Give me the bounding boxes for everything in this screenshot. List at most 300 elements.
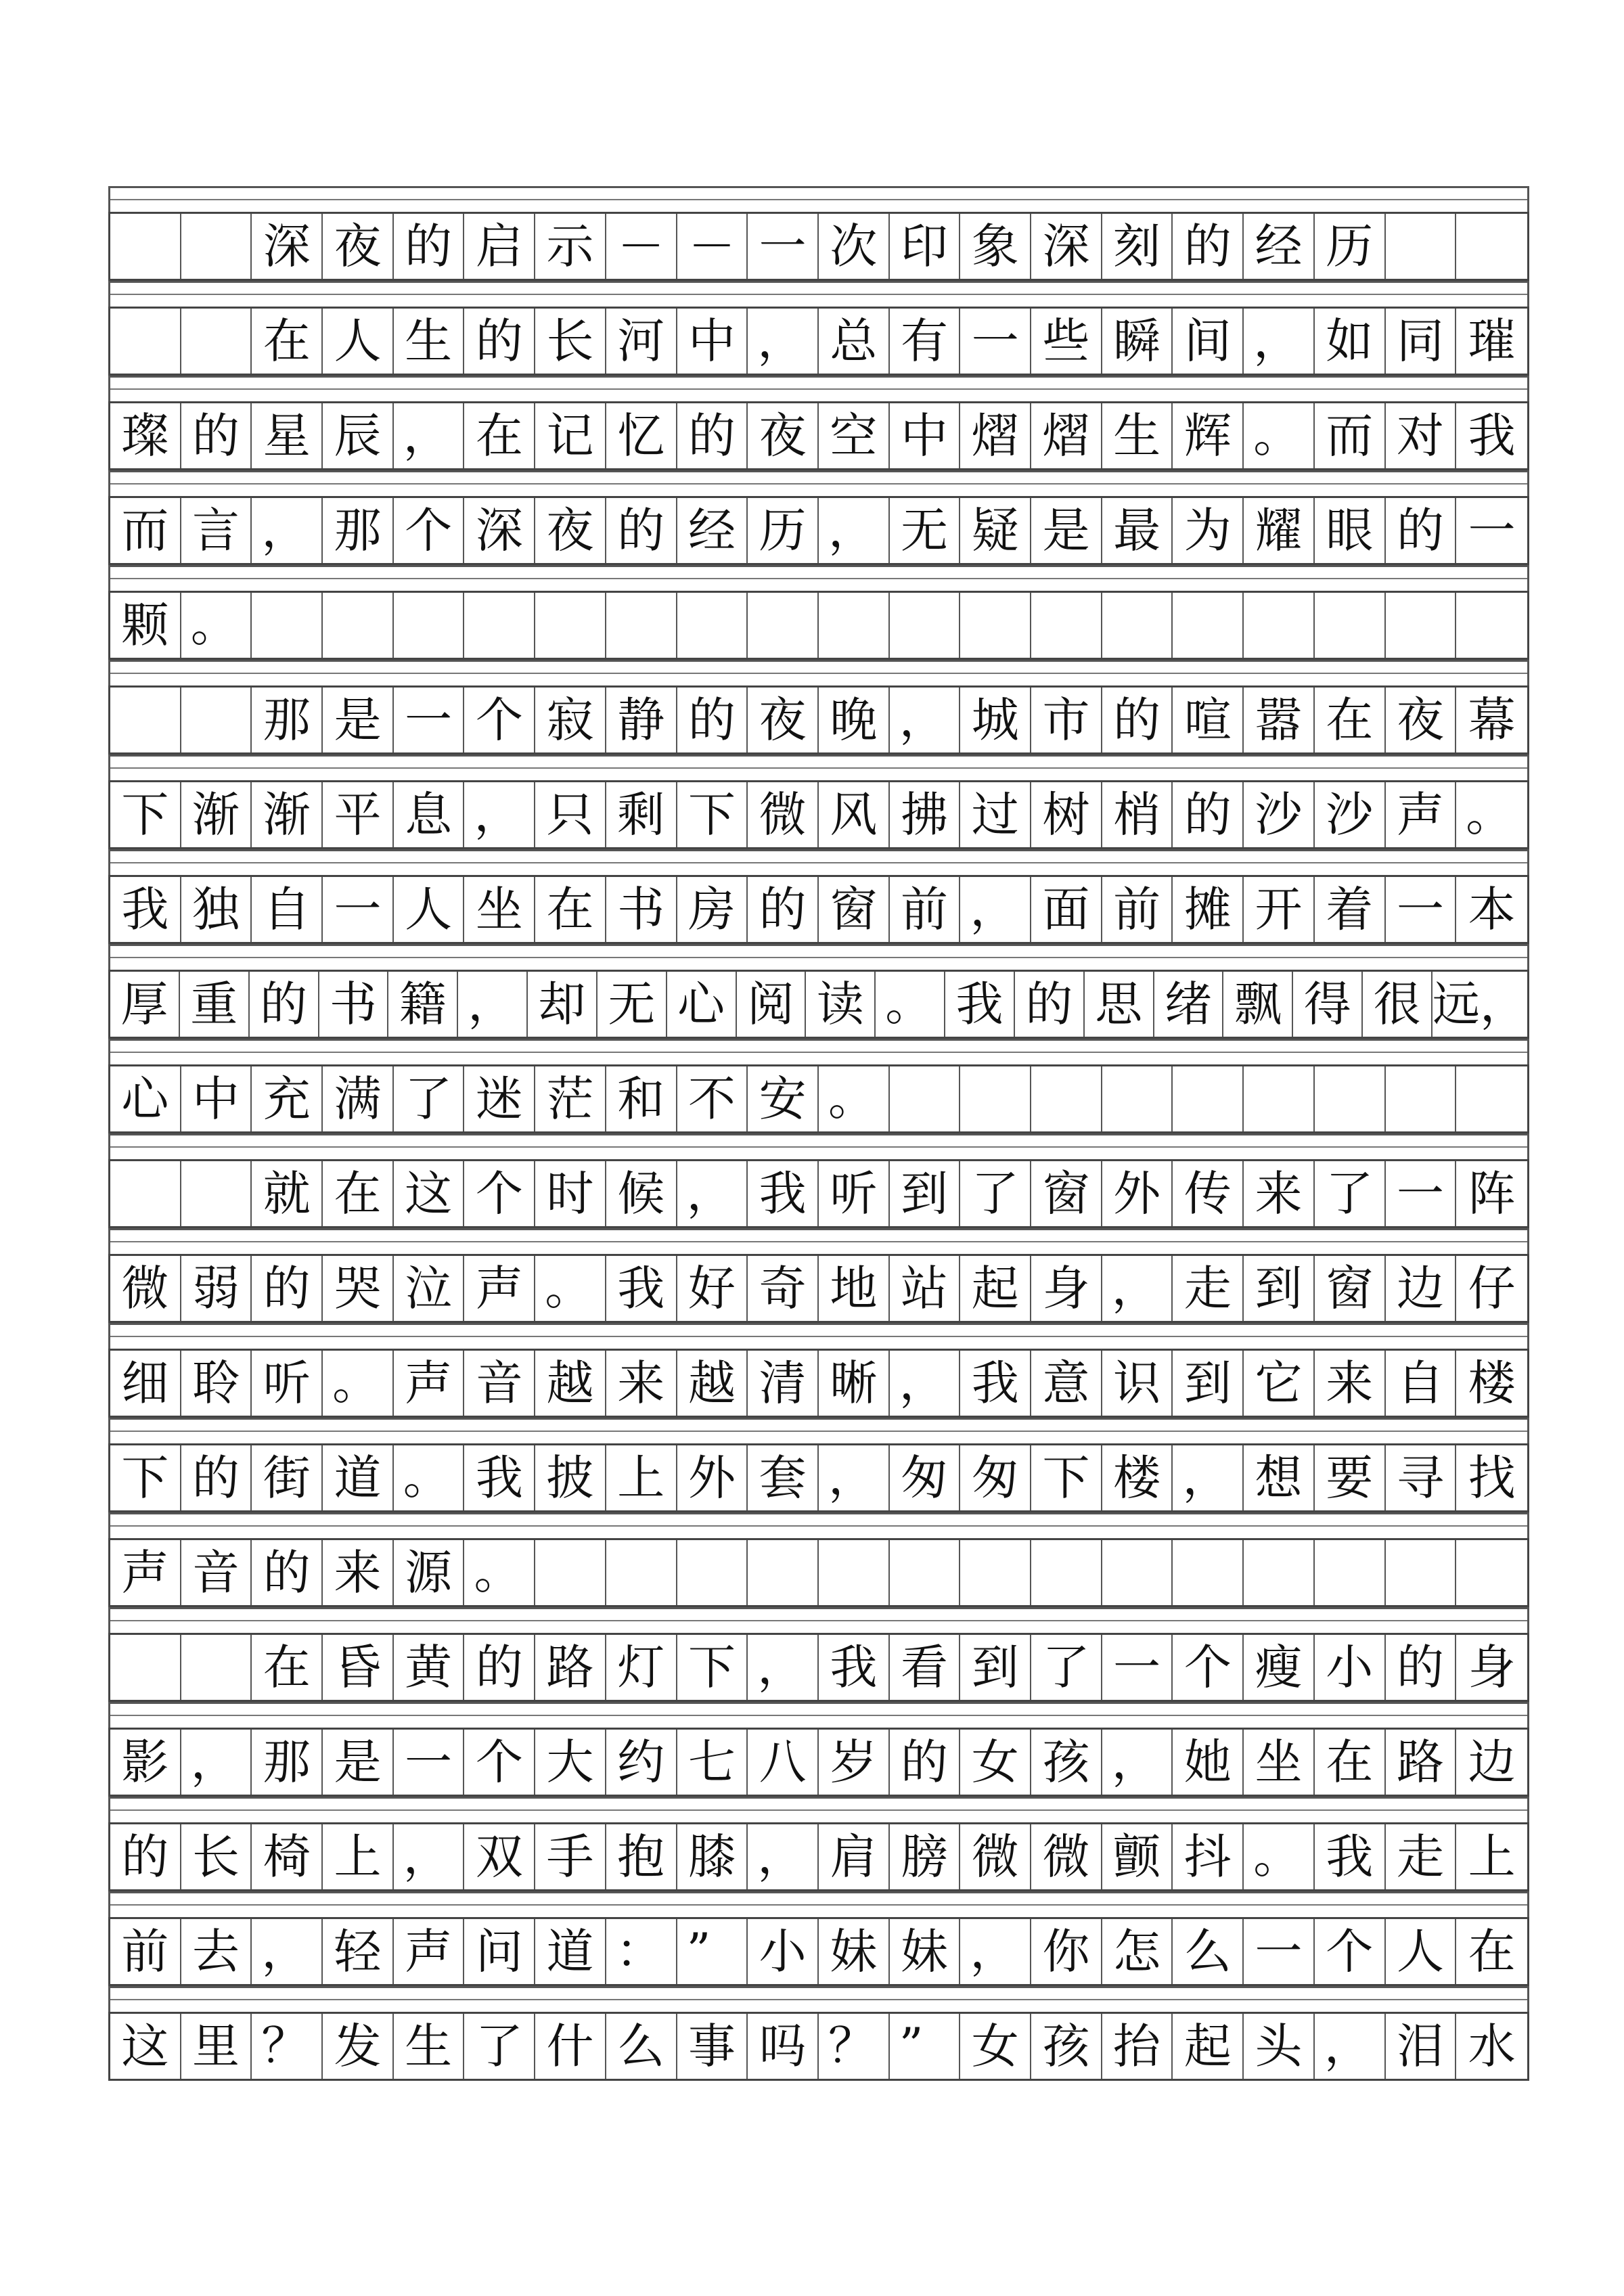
- grid-cell: [1244, 1066, 1315, 1131]
- grid-cell: 。: [876, 972, 945, 1037]
- grid-cell: 。: [1244, 1824, 1315, 1889]
- grid-cell: 息: [394, 782, 465, 847]
- grid-cell: 摊: [1173, 877, 1244, 942]
- grid-row: [108, 970, 1529, 1039]
- grid-cell: 坐: [1244, 1730, 1315, 1795]
- grid-cell: 拂: [890, 782, 961, 847]
- grid-cell: 思: [1085, 972, 1154, 1037]
- grid-cell: 。: [1466, 786, 1514, 842]
- grid-cell: 自: [1386, 1351, 1457, 1416]
- grid-cell: 渐: [181, 782, 252, 847]
- grid-cell: 在: [252, 309, 323, 374]
- grid-cell: [890, 593, 961, 658]
- grid-cell: 一: [394, 688, 465, 752]
- grid-cell: ，: [181, 1730, 252, 1795]
- grid-cell: [1315, 1540, 1386, 1605]
- grid-cell: 个: [464, 1730, 535, 1795]
- grid-cell: 声: [110, 1540, 181, 1605]
- grid-cell: 在: [1468, 1924, 1516, 1979]
- grid-cell: 坐: [464, 877, 535, 942]
- grid-row: [108, 212, 1529, 281]
- grid-cell: 妹: [890, 1919, 961, 1984]
- grid-cell: 到: [960, 1635, 1031, 1700]
- grid-cell: 深: [1031, 214, 1102, 279]
- grid-cell: 绪: [1154, 972, 1224, 1037]
- grid-cell: 眼: [1315, 498, 1386, 563]
- grid-cell: 下: [1031, 1445, 1102, 1510]
- grid-cell: [1102, 1066, 1173, 1131]
- grid-cell: 奇: [748, 1256, 819, 1321]
- grid-cell: 微: [1031, 1824, 1102, 1889]
- grid-cell: 而: [110, 498, 181, 563]
- grid-cell: 得: [1293, 972, 1363, 1037]
- grid-cell: 着: [1315, 877, 1386, 942]
- grid-cell: ，: [819, 498, 890, 563]
- grid-cell: 人: [323, 309, 394, 374]
- grid-cell: 一: [1386, 1161, 1457, 1226]
- grid-cell: 双: [464, 1824, 535, 1889]
- grid-cell: 寻: [1386, 1445, 1457, 1510]
- grid-cell: 声: [394, 1919, 465, 1984]
- row-gap: [108, 944, 1529, 970]
- grid-cell: 阵: [1468, 1166, 1516, 1221]
- grid-cell: [394, 593, 465, 658]
- grid-cell: 房: [677, 877, 748, 942]
- grid-cell: 中: [181, 1066, 252, 1131]
- grid-cell: 人: [394, 877, 465, 942]
- grid-cell: 辰: [323, 403, 394, 468]
- grid-cell: 椅: [252, 1824, 323, 1889]
- grid-cell: 在: [464, 403, 535, 468]
- grid-row: [108, 401, 1529, 470]
- grid-cell: 看: [890, 1635, 961, 1700]
- grid-cell: 识: [1102, 1351, 1173, 1416]
- grid-cell: 头: [1244, 2014, 1315, 2079]
- grid-cell: 下: [677, 782, 748, 847]
- grid-cell: 一: [1244, 1919, 1315, 1984]
- grid-cell: 夜: [748, 403, 819, 468]
- grid-cell: 书: [606, 877, 677, 942]
- grid-cell: 匆: [890, 1445, 961, 1510]
- grid-row: [108, 780, 1529, 849]
- grid-cell: 站: [890, 1256, 961, 1321]
- grid-cell: 时: [535, 1161, 606, 1226]
- grid-cell: 和: [606, 1066, 677, 1131]
- grid-cell: 夜: [1386, 688, 1457, 752]
- grid-cell: 满: [323, 1066, 394, 1131]
- grid-cell: 晚: [819, 688, 890, 752]
- grid-cell: ，: [890, 688, 961, 752]
- grid-cell: 微: [110, 1256, 181, 1321]
- grid-cell: 细: [110, 1351, 181, 1416]
- grid-cell: 影: [110, 1730, 181, 1795]
- grid-cell: 声: [464, 1256, 535, 1321]
- grid-cell: 市: [1031, 688, 1102, 752]
- grid-cell: 熠: [1031, 403, 1102, 468]
- grid-cell: 起: [1173, 2014, 1244, 2079]
- grid-cell: [677, 593, 748, 658]
- grid-cell: 耀: [1244, 498, 1315, 563]
- grid-cell: 女: [960, 1730, 1031, 1795]
- grid-cell: 深: [252, 214, 323, 279]
- grid-cell: 开: [1244, 877, 1315, 942]
- grid-cell: 夜: [323, 214, 394, 279]
- row-gap: [108, 1702, 1529, 1728]
- grid-cell: ，: [464, 782, 535, 847]
- grid-cell: 窗: [1031, 1161, 1102, 1226]
- grid-cell: 意: [1031, 1351, 1102, 1416]
- grid-cell: 在: [323, 1161, 394, 1226]
- grid-cell: ，: [1102, 1730, 1173, 1795]
- grid-cell: ，: [748, 309, 819, 374]
- grid-cell: [1315, 593, 1386, 658]
- grid-cell: 个: [1173, 1635, 1244, 1700]
- row-gap: [108, 755, 1529, 780]
- grid-cell: 沙: [1315, 782, 1386, 847]
- row-gap: [108, 1039, 1529, 1064]
- grid-cell: [819, 1540, 890, 1605]
- grid-cell: [1244, 593, 1315, 658]
- grid-cell: 那: [252, 688, 323, 752]
- grid-cell: 静: [606, 688, 677, 752]
- grid-cell: 它: [1244, 1351, 1315, 1416]
- grid-cell: 问: [464, 1919, 535, 1984]
- grid-cell: 启: [464, 214, 535, 279]
- grid-row: [108, 2012, 1529, 2081]
- grid-cell: 是: [1031, 498, 1102, 563]
- grid-cell: 。: [1244, 403, 1315, 468]
- grid-cell: [1386, 593, 1457, 658]
- grid-cell: ？: [819, 2014, 890, 2079]
- grid-cell: [181, 688, 252, 752]
- grid-cell: 去: [181, 1919, 252, 1984]
- grid-cell: 充: [252, 1066, 323, 1131]
- grid-cell: 起: [960, 1256, 1031, 1321]
- grid-cell: 音: [181, 1540, 252, 1605]
- grid-cell: 女: [960, 2014, 1031, 2079]
- grid-cell: 那: [323, 498, 394, 563]
- grid-cell: 披: [535, 1445, 606, 1510]
- grid-cell: 到: [1173, 1351, 1244, 1416]
- grid-cell: [1456, 1540, 1527, 1605]
- grid-cell: 深: [464, 498, 535, 563]
- grid-cell: ，: [394, 1824, 465, 1889]
- grid-cell: 的: [1015, 972, 1085, 1037]
- grid-cell: 膝: [677, 1824, 748, 1889]
- grid-cell: 前: [890, 877, 961, 942]
- grid-cell: 下: [677, 1635, 748, 1700]
- grid-cell: ，: [748, 1635, 819, 1700]
- grid-cell: 的: [394, 214, 465, 279]
- grid-row: [108, 1349, 1529, 1418]
- grid-cell: 的: [252, 1540, 323, 1605]
- grid-cell: 到: [1244, 1256, 1315, 1321]
- grid-cell: [323, 593, 394, 658]
- row-gap: [108, 1228, 1529, 1254]
- grid-cell: 璀: [1468, 313, 1516, 369]
- grid-cell: 灯: [606, 1635, 677, 1700]
- grid-cell: [110, 214, 181, 279]
- grid-cell: 么: [1173, 1919, 1244, 1984]
- grid-cell: 过: [960, 782, 1031, 847]
- row-gap: [108, 1986, 1529, 2012]
- grid-cell: 前: [110, 1919, 181, 1984]
- grid-cell: 肩: [819, 1824, 890, 1889]
- grid-cell: 瞬: [1102, 309, 1173, 374]
- grid-cell: 空: [819, 403, 890, 468]
- grid-cell: 套: [748, 1445, 819, 1510]
- grid-cell: 这: [394, 1161, 465, 1226]
- grid-cell: 的: [677, 403, 748, 468]
- grid-cell: 平: [323, 782, 394, 847]
- grid-cell: 我: [945, 972, 1015, 1037]
- grid-cell: 发: [323, 2014, 394, 2079]
- grid-cell: 为: [1173, 498, 1244, 563]
- grid-cell: 身: [1031, 1256, 1102, 1321]
- grid-cell: 却: [528, 972, 597, 1037]
- grid-cell: 不: [677, 1066, 748, 1131]
- grid-cell: 小: [748, 1919, 819, 1984]
- grid-cell: 心: [110, 1066, 181, 1131]
- grid-cell: 源: [394, 1540, 465, 1605]
- row-gap: [108, 281, 1529, 307]
- grid-cell: [1456, 1066, 1527, 1131]
- grid-cell: 的: [110, 1824, 181, 1889]
- grid-cell: 膀: [890, 1824, 961, 1889]
- grid-cell: ”: [677, 1919, 748, 1984]
- grid-cell: 候: [606, 1161, 677, 1226]
- grid-cell: 来: [323, 1540, 394, 1605]
- grid-cell: 茫: [535, 1066, 606, 1131]
- grid-cell: ，: [458, 972, 528, 1037]
- grid-cell: [960, 593, 1031, 658]
- grid-cell: 的: [748, 877, 819, 942]
- grid-cell: 喧: [1173, 688, 1244, 752]
- grid-cell: ，: [1244, 309, 1315, 374]
- grid-cell: ，: [748, 1824, 819, 1889]
- grid-cell: [1102, 593, 1173, 658]
- grid-cell: 中: [677, 309, 748, 374]
- grid-cell: 水: [1468, 2019, 1516, 2074]
- grid-cell: 我: [748, 1161, 819, 1226]
- grid-cell: [748, 593, 819, 658]
- grid-cell: [606, 593, 677, 658]
- grid-cell: 晰: [819, 1351, 890, 1416]
- grid-cell: 吗: [748, 2014, 819, 2079]
- grid-row: [108, 1443, 1529, 1512]
- grid-cell: ，: [819, 1445, 890, 1510]
- grid-cell: 迷: [464, 1066, 535, 1131]
- grid-cell: [181, 1635, 252, 1700]
- grid-cell: [960, 1540, 1031, 1605]
- grid-cell: [535, 593, 606, 658]
- grid-cell: 就: [252, 1161, 323, 1226]
- grid-cell: 了: [464, 2014, 535, 2079]
- grid-cell: 渐: [252, 782, 323, 847]
- grid-row: [108, 1728, 1529, 1797]
- grid-cell: 八: [748, 1730, 819, 1795]
- grid-cell: 次: [819, 214, 890, 279]
- grid-cell: 读: [806, 972, 876, 1037]
- grid-cell: 寂: [535, 688, 606, 752]
- grid-cell: ，: [890, 1351, 961, 1416]
- grid-cell: ，: [960, 877, 1031, 942]
- row-gap: [108, 470, 1529, 496]
- grid-cell: 熠: [960, 403, 1031, 468]
- grid-cell: [1031, 1066, 1102, 1131]
- grid-cell: [960, 1066, 1031, 1131]
- grid-cell: 只: [535, 782, 606, 847]
- grid-cell: 颗: [110, 593, 181, 658]
- grid-cell: 什: [535, 2014, 606, 2079]
- grid-cell: 约: [606, 1730, 677, 1795]
- grid-cell: ，: [1315, 2014, 1386, 2079]
- grid-cell: 传: [1173, 1161, 1244, 1226]
- grid-cell: [677, 1540, 748, 1605]
- grid-cell: 远，: [1432, 976, 1527, 1032]
- grid-cell: 历: [748, 498, 819, 563]
- grid-row: [108, 685, 1529, 755]
- grid-cell: 的: [252, 1256, 323, 1321]
- grid-cell: 楼: [1102, 1445, 1173, 1510]
- row-gap: [108, 1607, 1529, 1633]
- grid-cell: 了: [960, 1161, 1031, 1226]
- row-gap: [108, 376, 1529, 401]
- grid-cell: 的: [1386, 1635, 1457, 1700]
- grid-cell: 黄: [394, 1635, 465, 1700]
- grid-cell: 那: [252, 1730, 323, 1795]
- grid-cell: 泪: [1386, 2014, 1457, 2079]
- grid-cell: 瘦: [1244, 1635, 1315, 1700]
- grid-cell: [110, 688, 181, 752]
- grid-cell: 抖: [1173, 1824, 1244, 1889]
- grid-cell: ，: [960, 1919, 1031, 1984]
- grid-cell: 泣: [394, 1256, 465, 1321]
- grid-row: [108, 591, 1529, 660]
- grid-cell: 。: [464, 1540, 535, 1605]
- grid-cell: 生: [394, 309, 465, 374]
- grid-cell: [1173, 1540, 1244, 1605]
- grid-cell: ，: [252, 1919, 323, 1984]
- grid-cell: 刻: [1102, 214, 1173, 279]
- grid-cell: 走: [1386, 1824, 1457, 1889]
- grid-cell: 籍: [388, 972, 458, 1037]
- grid-cell: 经: [677, 498, 748, 563]
- grid-cell: 抬: [1102, 2014, 1173, 2079]
- grid-cell: 对: [1386, 403, 1457, 468]
- grid-cell: [110, 309, 181, 374]
- grid-cell: 街: [252, 1445, 323, 1510]
- grid-cell: 微: [748, 782, 819, 847]
- grid-cell: ，: [1173, 1445, 1244, 1510]
- grid-cell: 的: [677, 688, 748, 752]
- grid-cell: 我: [464, 1445, 535, 1510]
- grid-cell: 无: [890, 498, 961, 563]
- grid-cell: 我: [1315, 1824, 1386, 1889]
- grid-cell: [1031, 1540, 1102, 1605]
- grid-cell: 下: [110, 1445, 181, 1510]
- grid-cell: 走: [1173, 1256, 1244, 1321]
- grid-cell: 重: [180, 972, 250, 1037]
- grid-cell: 本: [1468, 882, 1516, 937]
- grid-cell: 无: [597, 972, 667, 1037]
- grid-cell: ”: [890, 2014, 961, 2079]
- grid-cell: 我: [1468, 408, 1516, 464]
- grid-cell: 长: [535, 309, 606, 374]
- grid-cell: 独: [181, 877, 252, 942]
- grid-cell: [1173, 1066, 1244, 1131]
- grid-cell: 的: [606, 498, 677, 563]
- grid-cell: 璨: [110, 403, 181, 468]
- grid-cell: 七: [677, 1730, 748, 1795]
- grid-cell: 外: [677, 1445, 748, 1510]
- grid-cell: 长: [181, 1824, 252, 1889]
- grid-cell: 事: [677, 2014, 748, 2079]
- grid-cell: 个: [1315, 1919, 1386, 1984]
- grid-cell: 外: [1102, 1161, 1173, 1226]
- grid-cell: 示: [535, 214, 606, 279]
- grid-cell: 风: [819, 782, 890, 847]
- grid-cell: 是: [323, 1730, 394, 1795]
- grid-cell: 怎: [1102, 1919, 1173, 1984]
- row-gap: [108, 1418, 1529, 1443]
- grid-cell: [1456, 593, 1527, 658]
- grid-cell: 聆: [181, 1351, 252, 1416]
- grid-cell: 岁: [819, 1730, 890, 1795]
- grid-row: [108, 1822, 1529, 1891]
- grid-cell: 生: [1102, 403, 1173, 468]
- grid-cell: 音: [464, 1351, 535, 1416]
- grid-cell: 边: [1386, 1256, 1457, 1321]
- grid-cell: 星: [252, 403, 323, 468]
- grid-cell: 我: [606, 1256, 677, 1321]
- grid-cell: 听: [819, 1161, 890, 1226]
- row-gap: [108, 1797, 1529, 1822]
- grid-cell: 边: [1468, 1734, 1516, 1790]
- grid-cell: －: [677, 214, 748, 279]
- row-gap: [108, 565, 1529, 591]
- grid-cell: 的: [1173, 782, 1244, 847]
- grid-cell: 印: [890, 214, 961, 279]
- grid-cell: 象: [960, 214, 1031, 279]
- grid-cell: 弱: [181, 1256, 252, 1321]
- grid-cell: 河: [606, 309, 677, 374]
- grid-cell: [181, 309, 252, 374]
- grid-cell: 很: [1363, 972, 1433, 1037]
- grid-cell: 一: [323, 877, 394, 942]
- grid-cell: 越: [677, 1351, 748, 1416]
- grid-cell: 言: [181, 498, 252, 563]
- grid-cell: 的: [464, 309, 535, 374]
- grid-cell: 身: [1468, 1640, 1516, 1695]
- grid-row: [108, 1917, 1529, 1986]
- grid-cell: 中: [890, 403, 961, 468]
- grid-cell: 历: [1315, 214, 1386, 279]
- grid-cell: 了: [394, 1066, 465, 1131]
- grid-cell: [748, 1540, 819, 1605]
- grid-cell: 我: [819, 1635, 890, 1700]
- grid-cell: [819, 593, 890, 658]
- grid-cell: 如: [1315, 309, 1386, 374]
- grid-cell: [1456, 214, 1527, 279]
- grid-cell: 而: [1315, 403, 1386, 468]
- grid-cell: 同: [1386, 309, 1457, 374]
- grid-cell: 手: [535, 1824, 606, 1889]
- grid-cell: 路: [535, 1635, 606, 1700]
- grid-cell: 楼: [1468, 1355, 1516, 1411]
- grid-cell: [1244, 1540, 1315, 1605]
- grid-cell: 妹: [819, 1919, 890, 1984]
